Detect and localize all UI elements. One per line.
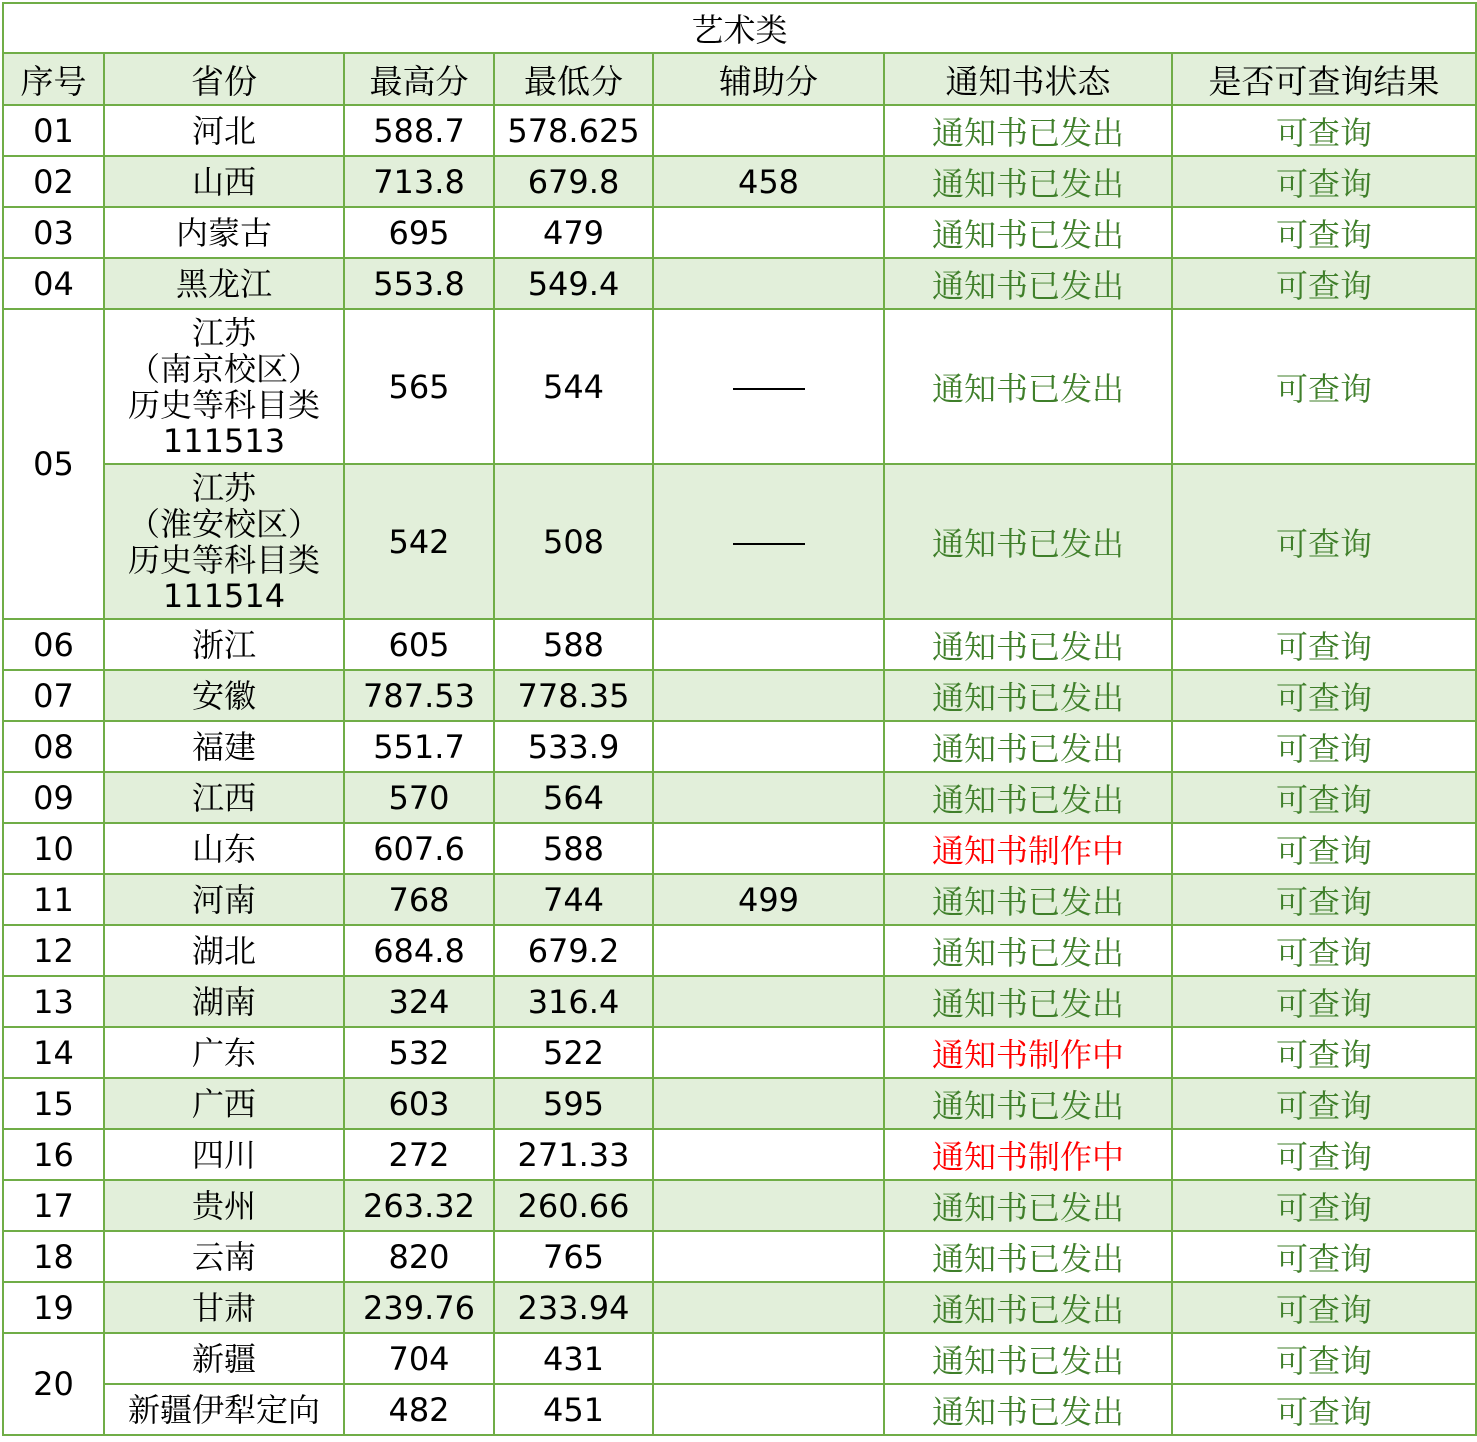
province-cell: 湖北	[104, 925, 344, 976]
table-row	[3, 1180, 1476, 1231]
province-cell: 山东	[104, 823, 344, 874]
queryable-cell: 可查询	[1172, 105, 1476, 156]
queryable-cell: 可查询	[1172, 1333, 1476, 1384]
aux-score-cell	[653, 1078, 884, 1129]
queryable-cell: 可查询	[1172, 772, 1476, 823]
notice-status-cell: 通知书已发出	[884, 1231, 1172, 1282]
header-province: 省份	[104, 53, 344, 105]
queryable-cell: 可查询	[1172, 1180, 1476, 1231]
seq-cell: 05	[3, 309, 104, 619]
seq-cell: 11	[3, 874, 104, 925]
province-cell: 湖南	[104, 976, 344, 1027]
queryable-cell: 可查询	[1172, 721, 1476, 772]
notice-status-cell: 通知书已发出	[884, 309, 1172, 464]
max-score-cell: 820	[344, 1231, 494, 1282]
admission-score-table	[2, 2, 1477, 1436]
min-score-cell: 522	[494, 1027, 653, 1078]
header-min-score: 最低分	[494, 53, 653, 105]
province-cell: 广西	[104, 1078, 344, 1129]
header-seq: 序号	[3, 53, 104, 105]
queryable-cell: 可查询	[1172, 207, 1476, 258]
min-score-cell: 778.35	[494, 670, 653, 721]
seq-cell: 15	[3, 1078, 104, 1129]
province-line: 111514	[162, 576, 286, 615]
max-score-cell: 553.8	[344, 258, 494, 309]
max-score-cell: 482	[344, 1384, 494, 1435]
min-score-cell: 271.33	[494, 1129, 653, 1180]
notice-status-cell: 通知书已发出	[884, 925, 1172, 976]
seq-cell: 08	[3, 721, 104, 772]
aux-score-cell	[653, 258, 884, 309]
province-cell: 福建	[104, 721, 344, 772]
table-row	[3, 925, 1476, 976]
min-score-cell: 588	[494, 619, 653, 670]
queryable-cell: 可查询	[1172, 1282, 1476, 1333]
aux-score-cell	[653, 1180, 884, 1231]
notice-status-cell: 通知书已发出	[884, 670, 1172, 721]
aux-score-cell	[653, 721, 884, 772]
province-cell: 云南	[104, 1231, 344, 1282]
notice-status-cell: 通知书已发出	[884, 721, 1172, 772]
province-cell: 河北	[104, 105, 344, 156]
notice-status-cell: 通知书已发出	[884, 1282, 1172, 1333]
aux-score-cell: 499	[653, 874, 884, 925]
province-cell: 河南	[104, 874, 344, 925]
queryable-cell: 可查询	[1172, 309, 1476, 464]
seq-cell: 10	[3, 823, 104, 874]
max-score-cell: 324	[344, 976, 494, 1027]
province-cell: 浙江	[104, 619, 344, 670]
notice-status-cell: 通知书已发出	[884, 1078, 1172, 1129]
seq-cell: 06	[3, 619, 104, 670]
seq-cell: 17	[3, 1180, 104, 1231]
queryable-cell: 可查询	[1172, 1231, 1476, 1282]
table-row	[3, 823, 1476, 874]
notice-status-cell: 通知书已发出	[884, 105, 1172, 156]
province-cell: 四川	[104, 1129, 344, 1180]
queryable-cell: 可查询	[1172, 1078, 1476, 1129]
header-aux-score: 辅助分	[653, 53, 884, 105]
aux-score-cell	[653, 670, 884, 721]
seq-cell: 01	[3, 105, 104, 156]
max-score-cell: 605	[344, 619, 494, 670]
notice-status-cell: 通知书制作中	[884, 1027, 1172, 1078]
min-score-cell: 564	[494, 772, 653, 823]
header-queryable: 是否可查询结果	[1172, 53, 1476, 105]
province-cell: 广东	[104, 1027, 344, 1078]
min-score-cell: 588	[494, 823, 653, 874]
aux-score-cell	[653, 309, 884, 464]
aux-score-cell	[653, 772, 884, 823]
seq-cell: 18	[3, 1231, 104, 1282]
notice-status-cell: 通知书已发出	[884, 207, 1172, 258]
max-score-cell: 588.7	[344, 105, 494, 156]
aux-score-cell	[653, 1027, 884, 1078]
aux-score-cell	[653, 207, 884, 258]
notice-status-cell: 通知书已发出	[884, 464, 1172, 619]
header-max-score: 最高分	[344, 53, 494, 105]
table-row	[3, 721, 1476, 772]
aux-dash	[733, 388, 805, 390]
max-score-cell: 565	[344, 309, 494, 464]
province-cell: 内蒙古	[104, 207, 344, 258]
seq-cell: 20	[3, 1333, 104, 1435]
max-score-cell: 239.76	[344, 1282, 494, 1333]
province-line: 历史等科目类	[127, 540, 320, 579]
notice-status-cell: 通知书已发出	[884, 874, 1172, 925]
notice-status-cell: 通知书制作中	[884, 823, 1172, 874]
header-notice-status: 通知书状态	[884, 53, 1172, 105]
min-score-cell: 233.94	[494, 1282, 653, 1333]
aux-score-cell	[653, 1333, 884, 1384]
queryable-cell: 可查询	[1172, 1027, 1476, 1078]
province-cell: 山西	[104, 156, 344, 207]
min-score-cell: 679.2	[494, 925, 653, 976]
table-row	[3, 1078, 1476, 1129]
table-row	[3, 874, 1476, 925]
min-score-cell: 533.9	[494, 721, 653, 772]
table-title: 艺术类	[3, 3, 1476, 53]
aux-score-cell	[653, 105, 884, 156]
aux-score-cell: 458	[653, 156, 884, 207]
max-score-cell: 787.53	[344, 670, 494, 721]
max-score-cell: 607.6	[344, 823, 494, 874]
notice-status-cell: 通知书制作中	[884, 1129, 1172, 1180]
province-line: 历史等科目类	[127, 385, 320, 424]
queryable-cell: 可查询	[1172, 1384, 1476, 1435]
min-score-cell: 316.4	[494, 976, 653, 1027]
aux-score-cell	[653, 925, 884, 976]
header-row	[3, 53, 1476, 105]
max-score-cell: 713.8	[344, 156, 494, 207]
min-score-cell: 595	[494, 1078, 653, 1129]
max-score-cell: 532	[344, 1027, 494, 1078]
seq-cell: 14	[3, 1027, 104, 1078]
queryable-cell: 可查询	[1172, 670, 1476, 721]
aux-score-cell	[653, 464, 884, 619]
queryable-cell: 可查询	[1172, 156, 1476, 207]
max-score-cell: 551.7	[344, 721, 494, 772]
min-score-cell: 260.66	[494, 1180, 653, 1231]
queryable-cell: 可查询	[1172, 1129, 1476, 1180]
seq-cell: 13	[3, 976, 104, 1027]
table-row	[3, 1129, 1476, 1180]
min-score-cell: 479	[494, 207, 653, 258]
province-cell: 甘肃	[104, 1282, 344, 1333]
province-cell: 新疆伊犁定向	[104, 1384, 344, 1435]
province-cell: 贵州	[104, 1180, 344, 1231]
queryable-cell: 可查询	[1172, 823, 1476, 874]
seq-cell: 09	[3, 772, 104, 823]
max-score-cell: 263.32	[344, 1180, 494, 1231]
table-row	[3, 258, 1476, 309]
queryable-cell: 可查询	[1172, 258, 1476, 309]
seq-cell: 04	[3, 258, 104, 309]
table-row	[3, 772, 1476, 823]
province-cell: 黑龙江	[104, 258, 344, 309]
max-score-cell: 272	[344, 1129, 494, 1180]
province-line: 111513	[162, 421, 286, 460]
seq-cell: 16	[3, 1129, 104, 1180]
province-line: （南京校区）	[127, 349, 320, 388]
aux-score-cell	[653, 1282, 884, 1333]
aux-score-cell	[653, 823, 884, 874]
province-cell	[104, 464, 344, 619]
province-cell: 安徽	[104, 670, 344, 721]
queryable-cell: 可查询	[1172, 976, 1476, 1027]
table-row	[3, 1282, 1476, 1333]
table-row	[3, 1384, 1476, 1435]
aux-dash	[733, 543, 805, 545]
notice-status-cell: 通知书已发出	[884, 1384, 1172, 1435]
min-score-cell: 679.8	[494, 156, 653, 207]
notice-status-cell: 通知书已发出	[884, 976, 1172, 1027]
seq-cell: 07	[3, 670, 104, 721]
min-score-cell: 578.625	[494, 105, 653, 156]
table-row	[3, 1333, 1476, 1384]
seq-cell: 03	[3, 207, 104, 258]
min-score-cell: 744	[494, 874, 653, 925]
seq-cell: 19	[3, 1282, 104, 1333]
province-line: 江苏	[191, 313, 256, 352]
queryable-cell: 可查询	[1172, 925, 1476, 976]
min-score-cell: 544	[494, 309, 653, 464]
table-row	[3, 1027, 1476, 1078]
table-row	[3, 1231, 1476, 1282]
table-row	[3, 207, 1476, 258]
notice-status-cell: 通知书已发出	[884, 258, 1172, 309]
notice-status-cell: 通知书已发出	[884, 772, 1172, 823]
table-row	[3, 105, 1476, 156]
seq-cell: 02	[3, 156, 104, 207]
max-score-cell: 704	[344, 1333, 494, 1384]
seq-cell: 12	[3, 925, 104, 976]
min-score-cell: 508	[494, 464, 653, 619]
max-score-cell: 768	[344, 874, 494, 925]
table-row	[3, 670, 1476, 721]
table-row	[3, 309, 1476, 464]
min-score-cell: 431	[494, 1333, 653, 1384]
aux-score-cell	[653, 1231, 884, 1282]
queryable-cell: 可查询	[1172, 619, 1476, 670]
aux-score-cell	[653, 619, 884, 670]
table-row	[3, 464, 1476, 619]
min-score-cell: 765	[494, 1231, 653, 1282]
max-score-cell: 570	[344, 772, 494, 823]
max-score-cell: 695	[344, 207, 494, 258]
aux-score-cell	[653, 1384, 884, 1435]
max-score-cell: 603	[344, 1078, 494, 1129]
queryable-cell: 可查询	[1172, 464, 1476, 619]
min-score-cell: 549.4	[494, 258, 653, 309]
queryable-cell: 可查询	[1172, 874, 1476, 925]
notice-status-cell: 通知书已发出	[884, 1180, 1172, 1231]
table-row	[3, 976, 1476, 1027]
notice-status-cell: 通知书已发出	[884, 1333, 1172, 1384]
province-line: （淮安校区）	[127, 504, 320, 543]
aux-score-cell	[653, 1129, 884, 1180]
notice-status-cell: 通知书已发出	[884, 156, 1172, 207]
max-score-cell: 684.8	[344, 925, 494, 976]
aux-score-cell	[653, 976, 884, 1027]
max-score-cell: 542	[344, 464, 494, 619]
table-row	[3, 619, 1476, 670]
min-score-cell: 451	[494, 1384, 653, 1435]
province-cell: 江西	[104, 772, 344, 823]
province-cell: 新疆	[104, 1333, 344, 1384]
province-line: 江苏	[191, 468, 256, 507]
table-row	[3, 156, 1476, 207]
province-cell	[104, 309, 344, 464]
notice-status-cell: 通知书已发出	[884, 619, 1172, 670]
